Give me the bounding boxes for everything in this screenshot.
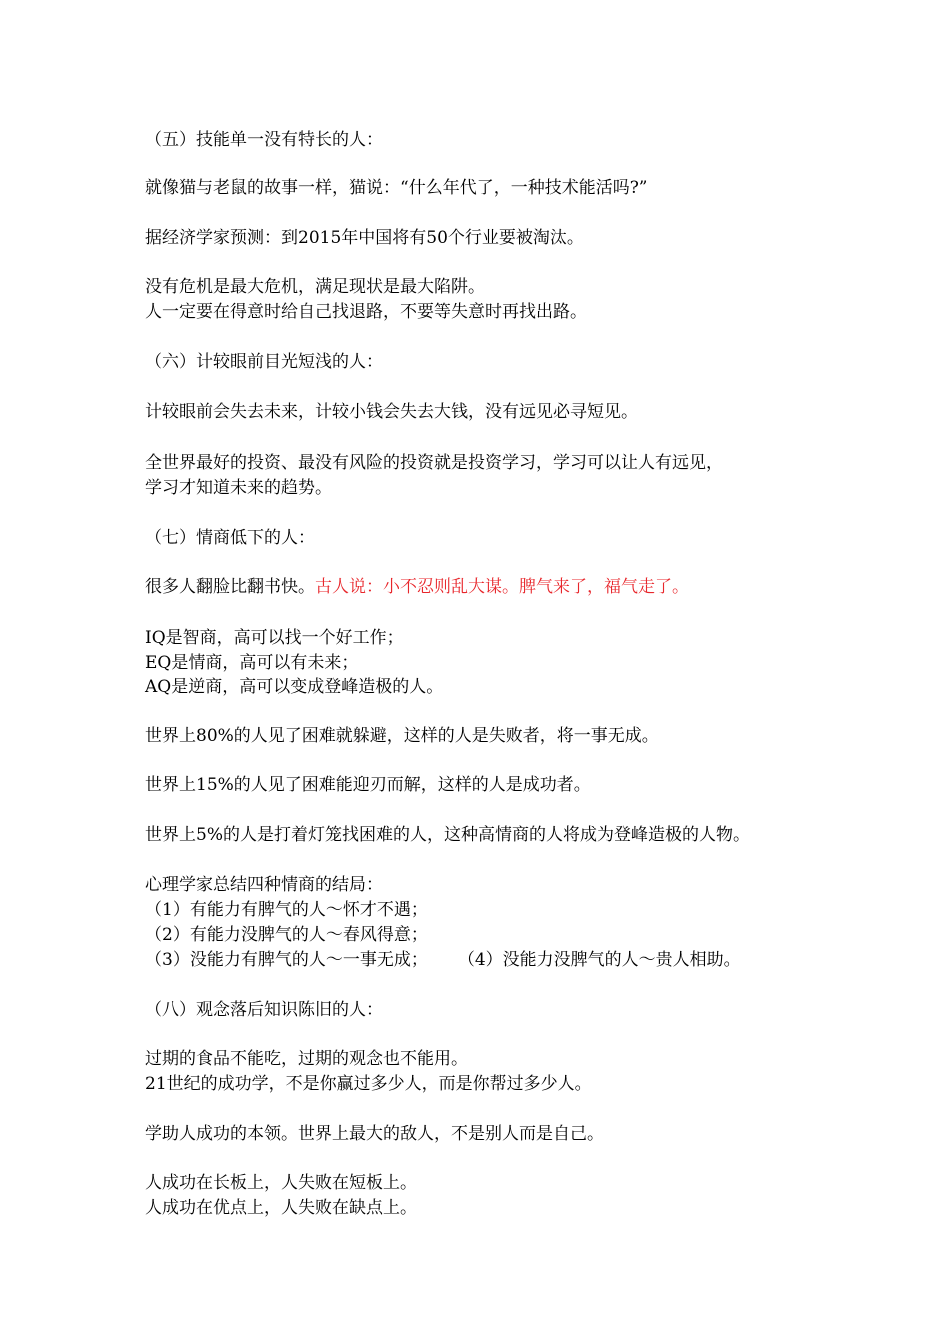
paragraph: 世界上5%的人是打着灯笼找困难的人，这种高情商的人将成为登峰造极的人物。 [145,825,750,845]
list-item: （2）有能力没脾气的人～春风得意； [145,925,428,945]
list-item: （3）没能力有脾气的人～一事无成； [145,950,428,970]
paragraph: 学助人成功的本领。世界上最大的敌人，不是别人而是自己。 [145,1124,604,1144]
paragraph: 全世界最好的投资、最没有风险的投资就是投资学习，学习可以让人有远见， [145,453,723,473]
paragraph: 没有危机是最大危机，满足现状是最大陷阱。 [145,277,485,297]
paragraph: AQ是逆商，高可以变成登峰造极的人。 [145,677,444,697]
section-5-heading: （五）技能单一没有特长的人： [145,130,383,150]
paragraph: IQ是智商，高可以找一个好工作； [145,628,404,648]
paragraph: 人一定要在得意时给自己找退路，不要等失意时再找出路。 [145,302,587,322]
paragraph: 心理学家总结四种情商的结局： [145,875,383,895]
section-8-heading: （八）观念落后知识陈旧的人： [145,1000,383,1020]
list-item: （1）有能力有脾气的人～怀才不遇； [145,900,428,920]
paragraph: 据经济学家预测：到2015年中国将有50个行业要被淘汰。 [145,228,584,248]
paragraph: 计较眼前会失去未来，计较小钱会失去大钱，没有远见必寻短见。 [145,402,638,422]
paragraph: 世界上80%的人见了困难就躲避，这样的人是失败者，将一事无成。 [145,726,659,746]
section-7-heading: （七）情商低下的人： [145,528,315,548]
paragraph-text: 很多人翻脸比翻书快。 [145,577,315,597]
highlighted-quote: 古人说：小不忍则乱大谋。脾气来了，福气走了。 [315,577,689,597]
paragraph [145,575,689,599]
paragraph: 就像猫与老鼠的故事一样，猫说：“什么年代了，一种技术能活吗?” [145,178,648,198]
list-item: （4）没能力没脾气的人～贵人相助。 [457,950,741,970]
paragraph: 人成功在长板上，人失败在短板上。 [145,1173,417,1193]
paragraph: 21世纪的成功学，不是你赢过多少人，而是你帮过多少人。 [145,1074,592,1094]
list-item-row [145,948,741,972]
section-6-heading: （六）计较眼前目光短浅的人： [145,352,383,372]
paragraph: 过期的食品不能吃，过期的观念也不能用。 [145,1049,468,1069]
paragraph: 世界上15%的人见了困难能迎刃而解，这样的人是成功者。 [145,775,591,795]
paragraph: 学习才知道未来的趋势。 [145,478,332,498]
paragraph: EQ是情商，高可以有未来； [145,653,359,673]
paragraph: 人成功在优点上，人失败在缺点上。 [145,1198,417,1218]
